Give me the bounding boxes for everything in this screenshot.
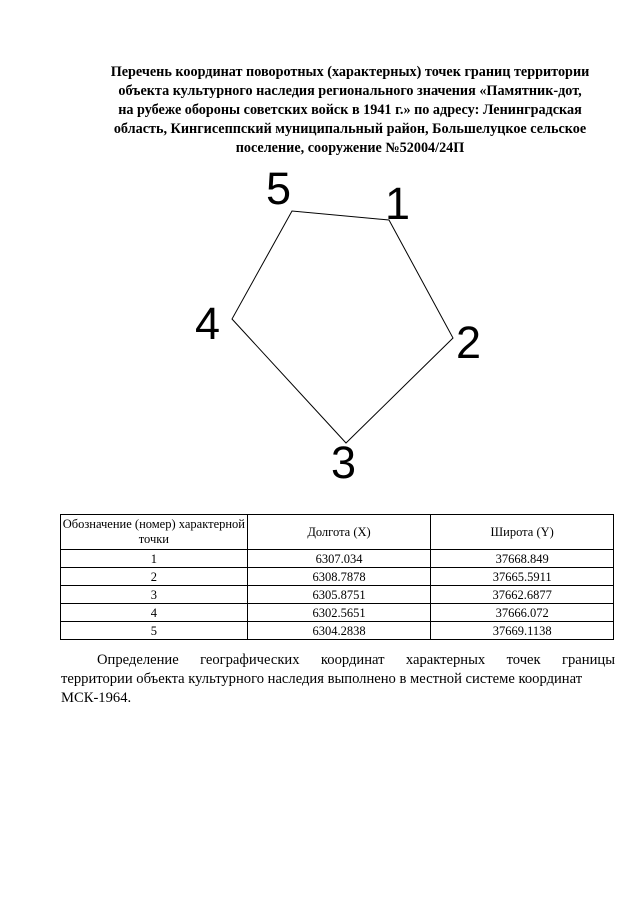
longitude-x: 6307.034: [247, 550, 431, 568]
point-number: 5: [61, 622, 248, 640]
header-longitude: Долгота (X): [247, 515, 431, 550]
title-line: на рубеже обороны советских войск в 1941 г.» по адресу: Ленинградская: [118, 102, 582, 118]
longitude-x: 6302.5651: [247, 604, 431, 622]
latitude-y: 37666.072: [431, 604, 614, 622]
longitude-x: 6308.7878: [247, 568, 431, 586]
note-line: МСК-1964.: [61, 690, 132, 706]
document-title: [60, 63, 640, 158]
header-latitude: Широта (Y): [431, 515, 614, 550]
table-row: [61, 586, 614, 604]
table-row: [61, 604, 614, 622]
longitude-x: 6304.2838: [247, 622, 431, 640]
table-header-row: [61, 515, 614, 550]
coordinates-table: [60, 514, 614, 640]
title-line: область, Кингисеппский муниципальный район, Большелуцкое сельское: [113, 121, 587, 137]
title-line: объекта культурного наследия регионального значения «Памятник-дот,: [118, 83, 582, 99]
title-line: Перечень координат поворотных (характерных) точек границ территории: [110, 64, 590, 80]
table-row: [61, 550, 614, 568]
latitude-y: 37665.5911: [431, 568, 614, 586]
latitude-y: 37669.1138: [431, 622, 614, 640]
table-row: [61, 568, 614, 586]
table-row: [61, 622, 614, 640]
header-point-number: Обозначение (номер) характерной точки: [61, 515, 248, 550]
longitude-x: 6305.8751: [247, 586, 431, 604]
coordinate-system-note: [61, 651, 615, 708]
point-label-3: 3: [331, 437, 357, 488]
latitude-y: 37668.849: [431, 550, 614, 568]
point-number: 2: [61, 568, 248, 586]
point-label-4: 4: [195, 298, 221, 349]
boundary-diagram: [0, 160, 640, 490]
point-number: 4: [61, 604, 248, 622]
point-label-2: 2: [456, 317, 482, 368]
latitude-y: 37662.6877: [431, 586, 614, 604]
point-number: 1: [61, 550, 248, 568]
boundary-polygon: [232, 211, 453, 443]
point-label-5: 5: [266, 163, 292, 214]
note-line: территории объекта культурного наследия выполнено в местной системе координат: [61, 671, 583, 687]
point-number: 3: [61, 586, 248, 604]
point-label-1: 1: [385, 178, 411, 229]
note-line: Определение географических координат характерных точек границы: [97, 652, 615, 668]
title-line: поселение, сооружение №52004/24П: [235, 140, 465, 156]
